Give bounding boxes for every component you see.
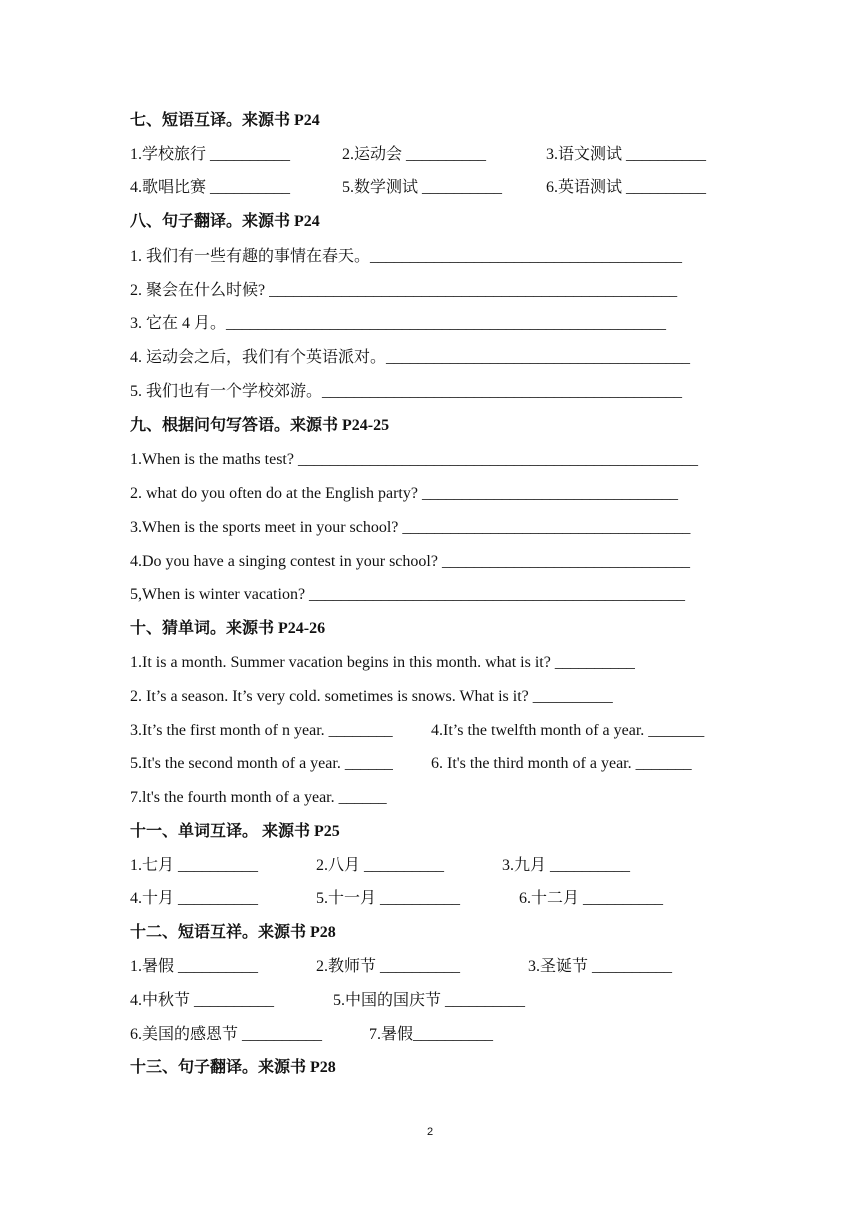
- question-item: 5,When is winter vacation? _______________________________________________: [130, 586, 686, 603]
- section-7-heading: 七、短语互译。来源书 P24: [130, 112, 320, 129]
- section-12-heading: 十二、短语互祥。来源书 P28: [130, 924, 336, 941]
- riddle-item: 2. It’s a season. It’s very cold. sometimes is snows. What is it? __________: [130, 688, 613, 705]
- section-8-heading: 八、句子翻译。来源书 P24: [130, 213, 320, 230]
- riddle-item: 4.It’s the twelfth month of a year. _______: [431, 722, 705, 739]
- phrase-item: 4.中秋节 __________: [130, 992, 275, 1009]
- phrase-item: 7.暑假__________: [369, 1026, 494, 1043]
- riddle-item: 1.It is a month. Summer vacation begins in this month. what is it? __________: [130, 654, 635, 671]
- question-item: 2. what do you often do at the English party? ________________________________: [130, 485, 678, 502]
- sentence-item: 1. 我们有一些有趣的事情在春天。_______________________________________: [130, 248, 683, 265]
- riddle-item: 3.It’s the first month of n year. ________: [130, 722, 393, 739]
- phrase-item: 6.英语测试 __________: [546, 179, 707, 196]
- question-item: 3.When is the sports meet in your school? ____________________________________: [130, 519, 691, 536]
- phrase-item: 4.歌唱比赛 __________: [130, 179, 291, 196]
- word-item: 2.八月 __________: [316, 857, 445, 874]
- sentence-item: 2. 聚会在什么时候? ___________________________________________________: [130, 282, 678, 299]
- phrase-item: 2.运动会 __________: [342, 146, 487, 163]
- word-item: 4.十月 __________: [130, 890, 259, 907]
- word-item: 3.九月 __________: [502, 857, 631, 874]
- question-item: 4.Do you have a singing contest in your school? _______________________________: [130, 553, 690, 570]
- section-11-heading: 十一、单词互译。 来源书 P25: [130, 823, 340, 840]
- riddle-item: 6. It's the third month of a year. _______: [431, 755, 692, 772]
- sentence-item: 5. 我们也有一个学校郊游。_____________________________________________: [130, 383, 683, 400]
- phrase-item: 1.暑假 __________: [130, 958, 259, 975]
- riddle-item: 5.It's the second month of a year. ______: [130, 755, 393, 772]
- word-item: 1.七月 __________: [130, 857, 259, 874]
- sentence-item: 4. 运动会之后，我们有个英语派对。______________________________________: [130, 349, 691, 366]
- section-13-heading: 十三、句子翻译。来源书 P28: [130, 1059, 336, 1076]
- phrase-item: 1.学校旅行 __________: [130, 146, 291, 163]
- page-number: 2: [427, 1126, 434, 1138]
- section-10-heading: 十、猜单词。来源书 P24-26: [130, 620, 326, 637]
- section-9-heading: 九、根据问句写答语。来源书 P24-25: [130, 417, 390, 434]
- phrase-item: 6.美国的感恩节 __________: [130, 1026, 323, 1043]
- sentence-item: 3. 它在 4 月。_______________________________________________________: [130, 315, 667, 332]
- phrase-item: 2.教师节 __________: [316, 958, 461, 975]
- phrase-item: 5.数学测试 __________: [342, 179, 503, 196]
- phrase-item: 5.中国的国庆节 __________: [333, 992, 526, 1009]
- riddle-item: 7.lt's the fourth month of a year. ______: [130, 789, 387, 806]
- word-item: 5.十一月 __________: [316, 890, 461, 907]
- question-item: 1.When is the maths test? __________________________________________________: [130, 451, 698, 468]
- word-item: 6.十二月 __________: [519, 890, 664, 907]
- phrase-item: 3.语文测试 __________: [546, 146, 707, 163]
- phrase-item: 3.圣诞节 __________: [528, 958, 673, 975]
